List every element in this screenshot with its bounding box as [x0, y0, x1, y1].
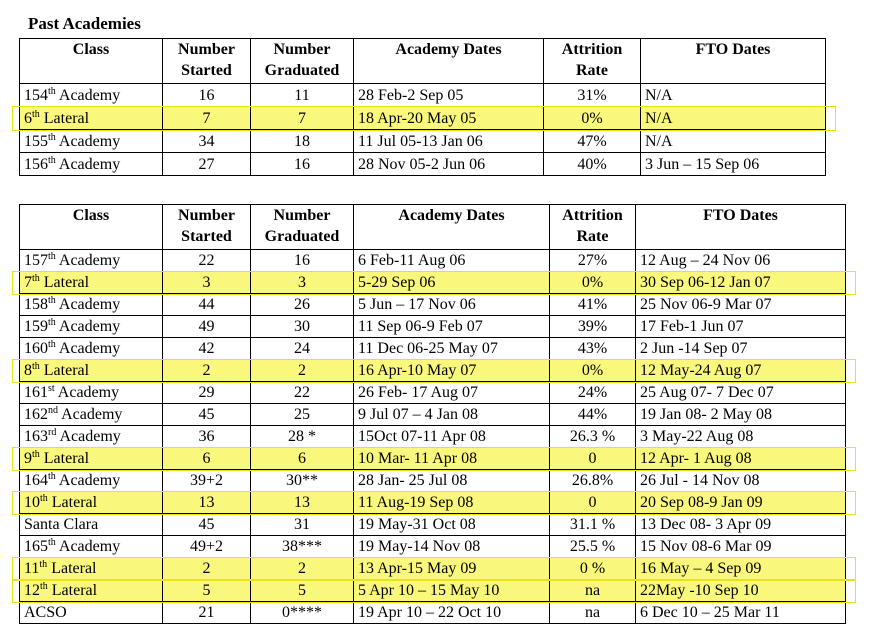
number-started-cell: 7 — [163, 107, 251, 130]
class-type: Academy — [58, 406, 123, 423]
ordinal-suffix: nd — [48, 405, 58, 416]
header-line-2: Graduated — [264, 228, 340, 245]
ordinal-suffix: th — [39, 559, 48, 570]
number-started-cell: 2 — [163, 360, 251, 382]
class-number: 157 — [24, 252, 48, 269]
number-graduated-cell: 25 — [251, 404, 354, 426]
class-number: 162 — [24, 406, 48, 423]
academy-dates-cell: 15Oct 07-11 Apr 08 — [354, 426, 550, 448]
number-started-cell: 44 — [163, 294, 251, 316]
ordinal-suffix: th — [40, 493, 48, 504]
class-type: Academy — [56, 428, 121, 445]
class-cell — [20, 84, 163, 107]
table-row — [20, 316, 846, 338]
attrition-rate-cell: 44% — [550, 404, 636, 426]
ordinal-suffix: th — [48, 154, 56, 166]
fto-dates-cell: 19 Jan 08- 2 May 08 — [636, 404, 846, 426]
number-graduated-cell: 28 * — [251, 426, 354, 448]
academy-dates-cell: 11 Aug-19 Sep 08 — [354, 492, 550, 514]
number-graduated-cell: 11 — [251, 84, 354, 107]
table-header-row — [20, 205, 846, 250]
academy-dates-cell: 9 Jul 07 – 4 Jan 08 — [354, 404, 550, 426]
class-cell — [20, 130, 163, 153]
number-started-cell: 34 — [163, 130, 251, 153]
class-type: Lateral — [39, 362, 90, 379]
table-row — [20, 514, 846, 536]
class-type: Lateral — [47, 560, 97, 577]
academy-dates-cell: 28 Feb-2 Sep 05 — [354, 84, 544, 107]
number-graduated-cell: 30** — [251, 470, 354, 492]
number-graduated-cell: 38*** — [251, 536, 354, 558]
academy-dates-cell: 5 Apr 10 – 15 May 10 — [354, 580, 550, 602]
class-cell — [20, 514, 163, 536]
class-type: Academy — [55, 296, 121, 313]
past-academies-table-2 — [19, 204, 846, 624]
academy-dates-cell: 10 Mar- 11 Apr 08 — [354, 448, 550, 470]
number-graduated-cell: 3 — [251, 272, 354, 294]
class-cell — [20, 250, 163, 272]
fto-dates-header — [641, 39, 826, 84]
number-started-cell: 2 — [163, 558, 251, 580]
header-line-2: Graduated — [264, 62, 340, 79]
class-number: 9 — [24, 450, 32, 467]
fto-dates-cell: 25 Nov 06-9 Mar 07 — [636, 294, 846, 316]
fto-dates-cell: 12 Apr- 1 Aug 08 — [636, 448, 846, 470]
header-line-2: Rate — [576, 228, 609, 245]
attrition-rate-cell: 0 — [550, 492, 636, 514]
fto-dates-cell: 6 Dec 10 – 25 Mar 11 — [636, 602, 846, 624]
ordinal-suffix: th — [32, 273, 40, 284]
class-cell — [20, 272, 163, 294]
attrition-rate-cell: 47% — [544, 130, 641, 153]
academy-dates-cell: 13 Apr-15 May 09 — [354, 558, 550, 580]
ordinal-suffix: th — [32, 449, 40, 460]
number-graduated-cell: 30 — [251, 316, 354, 338]
attrition-rate-cell: 40% — [544, 153, 641, 176]
fto-dates-cell: 2 Jun -14 Sep 07 — [636, 338, 846, 360]
class-cell — [20, 426, 163, 448]
fto-dates-cell: 16 May – 4 Sep 09 — [636, 558, 846, 580]
header-line-1: Number — [273, 41, 331, 58]
class-number: 159 — [24, 318, 48, 335]
attrition-rate-cell: 0 % — [550, 558, 636, 580]
number-graduated-cell: 7 — [251, 107, 354, 130]
class-cell — [20, 536, 163, 558]
fto-dates-cell: 22May -10 Sep 10 — [636, 580, 846, 602]
header-line-2: Started — [181, 228, 232, 245]
attrition-rate-cell: 43% — [550, 338, 636, 360]
attrition-rate-cell: 31.1 % — [550, 514, 636, 536]
fto-dates-cell: 30 Sep 06-12 Jan 07 — [636, 272, 846, 294]
table-row — [20, 536, 846, 558]
number-started-cell: 16 — [163, 84, 251, 107]
table-row — [20, 558, 846, 580]
attrition-rate-cell: 25.5 % — [550, 536, 636, 558]
ordinal-suffix: th — [48, 295, 56, 306]
fto-dates-cell: 15 Nov 08-6 Mar 09 — [636, 536, 846, 558]
number-started-cell: 49 — [163, 316, 251, 338]
ordinal-suffix: th — [32, 361, 40, 372]
number-started-header — [163, 205, 251, 250]
header-line-2: Rate — [576, 62, 608, 79]
attrition-rate-cell: 41% — [550, 294, 636, 316]
class-cell — [20, 107, 163, 130]
academy-dates-cell: 28 Nov 05-2 Jun 06 — [354, 153, 544, 176]
class-type: Academy — [55, 155, 121, 173]
number-started-cell: 36 — [163, 426, 251, 448]
academy-dates-cell: 19 May-14 Nov 08 — [354, 536, 550, 558]
number-graduated-cell: 26 — [251, 294, 354, 316]
number-graduated-cell: 31 — [251, 514, 354, 536]
table-row — [20, 272, 846, 294]
class-number: 156 — [24, 155, 48, 173]
class-type: Lateral — [39, 109, 90, 127]
number-graduated-cell: 16 — [251, 153, 354, 176]
table-row — [20, 580, 846, 602]
class-cell — [20, 602, 163, 624]
class-type: Academy — [55, 252, 121, 269]
table-row — [20, 382, 846, 404]
class-cell — [20, 470, 163, 492]
class-cell — [20, 492, 163, 514]
class-cell — [20, 404, 163, 426]
number-started-cell: 27 — [163, 153, 251, 176]
ordinal-suffix: th — [48, 131, 56, 143]
ordinal-suffix: rd — [48, 427, 57, 438]
attrition-rate-cell: 0% — [550, 272, 636, 294]
class-number: 155 — [24, 132, 48, 150]
attrition-rate-cell: na — [550, 602, 636, 624]
class-cell — [20, 153, 163, 176]
attrition-rate-cell: 26.3 % — [550, 426, 636, 448]
number-started-cell: 6 — [163, 448, 251, 470]
ordinal-suffix: th — [48, 537, 56, 548]
table-row — [20, 426, 846, 448]
number-graduated-cell: 18 — [251, 130, 354, 153]
ordinal-suffix: th — [40, 581, 48, 592]
fto-dates-cell: 17 Feb-1 Jun 07 — [636, 316, 846, 338]
class-type: Academy — [54, 384, 120, 401]
section-heading: Past Academies — [28, 14, 141, 33]
attrition-rate-cell: 39% — [550, 316, 636, 338]
class-number: 11 — [24, 560, 40, 577]
table-row — [20, 338, 846, 360]
class-type: Lateral — [39, 274, 90, 291]
academy-dates-cell: 19 May-31 Oct 08 — [354, 514, 550, 536]
header-line-1: Academy Dates — [398, 207, 505, 224]
ordinal-suffix: th — [48, 317, 56, 328]
class-number: 7 — [24, 274, 32, 291]
class-number: 164 — [24, 472, 48, 489]
attrition-rate-cell: 31% — [544, 84, 641, 107]
attrition-rate-cell: 0 — [550, 448, 636, 470]
header-line-1: Attrition — [562, 207, 623, 224]
table-row — [20, 602, 846, 624]
attrition-rate-cell: na — [550, 580, 636, 602]
table-row — [20, 470, 846, 492]
table-row — [20, 404, 846, 426]
table-row — [20, 448, 846, 470]
class-number: ACSO — [24, 604, 67, 621]
academy-dates-cell: 19 Apr 10 – 22 Oct 10 — [354, 602, 550, 624]
number-started-cell: 22 — [163, 250, 251, 272]
number-graduated-cell: 16 — [251, 250, 354, 272]
class-type: Academy — [55, 472, 121, 489]
table-row — [20, 492, 846, 514]
number-graduated-cell: 5 — [251, 580, 354, 602]
number-graduated-header — [251, 205, 354, 250]
header-line-1: Number — [178, 207, 235, 224]
attrition-rate-cell: 0% — [550, 360, 636, 382]
number-graduated-cell: 0**** — [251, 602, 354, 624]
header-line-1: Attrition — [561, 41, 623, 58]
number-started-header — [163, 39, 251, 84]
academy-dates-cell: 11 Jul 05-13 Jan 06 — [354, 130, 544, 153]
header-line-1: Academy Dates — [395, 41, 502, 58]
academy-dates-cell: 26 Feb- 17 Aug 07 — [354, 382, 550, 404]
header-line-1: Class — [72, 207, 110, 224]
class-number: 163 — [24, 428, 48, 445]
table-row — [20, 107, 826, 130]
class-cell — [20, 558, 163, 580]
fto-dates-cell: 25 Aug 07- 7 Dec 07 — [636, 382, 846, 404]
number-started-cell: 3 — [163, 272, 251, 294]
class-number: 10 — [24, 494, 40, 511]
academy-dates-cell: 28 Jan- 25 Jul 08 — [354, 470, 550, 492]
academy-dates-header — [354, 39, 544, 84]
number-started-cell: 45 — [163, 404, 251, 426]
fto-dates-header — [636, 205, 846, 250]
number-started-cell: 21 — [163, 602, 251, 624]
class-type: Academy — [55, 86, 121, 104]
number-graduated-cell: 13 — [251, 492, 354, 514]
attrition-rate-header — [550, 205, 636, 250]
fto-dates-cell: N/A — [641, 84, 826, 107]
fto-dates-cell: 12 Aug – 24 Nov 06 — [636, 250, 846, 272]
class-cell — [20, 382, 163, 404]
fto-dates-cell: 13 Dec 08- 3 Apr 09 — [636, 514, 846, 536]
class-cell — [20, 294, 163, 316]
class-type: Academy — [55, 340, 121, 357]
ordinal-suffix: th — [48, 339, 56, 350]
number-started-cell: 45 — [163, 514, 251, 536]
ordinal-suffix: th — [48, 85, 56, 97]
number-graduated-cell: 6 — [251, 448, 354, 470]
academy-dates-cell: 16 Apr-10 May 07 — [354, 360, 550, 382]
class-type: Academy — [55, 318, 121, 335]
number-started-cell: 42 — [163, 338, 251, 360]
attrition-rate-cell: 0% — [544, 107, 641, 130]
class-cell — [20, 580, 163, 602]
academy-dates-cell: 6 Feb-11 Aug 06 — [354, 250, 550, 272]
class-cell — [20, 360, 163, 382]
class-header — [20, 39, 163, 84]
class-type: Academy — [55, 132, 121, 150]
academy-dates-cell: 18 Apr-20 May 05 — [354, 107, 544, 130]
number-graduated-cell: 2 — [251, 558, 354, 580]
class-cell — [20, 448, 163, 470]
class-number: Santa Clara — [24, 516, 99, 533]
fto-dates-cell: N/A — [641, 130, 826, 153]
class-number: 12 — [24, 582, 40, 599]
table-row — [20, 153, 826, 176]
fto-dates-cell: N/A — [641, 107, 826, 130]
academy-dates-cell: 11 Dec 06-25 May 07 — [354, 338, 550, 360]
class-number: 160 — [24, 340, 48, 357]
number-started-cell: 49+2 — [163, 536, 251, 558]
number-graduated-cell: 2 — [251, 360, 354, 382]
fto-dates-cell: 12 May-24 Aug 07 — [636, 360, 846, 382]
fto-dates-cell: 26 Jul - 14 Nov 08 — [636, 470, 846, 492]
attrition-rate-cell: 27% — [550, 250, 636, 272]
class-type: Lateral — [39, 450, 90, 467]
table-row — [20, 294, 846, 316]
table-row — [20, 360, 846, 382]
class-type: Academy — [55, 538, 121, 555]
class-number: 6 — [24, 109, 32, 127]
class-type: Lateral — [47, 582, 98, 599]
academy-dates-header — [354, 205, 550, 250]
header-line-1: Class — [72, 41, 110, 58]
class-number: 158 — [24, 296, 48, 313]
academy-dates-cell: 11 Sep 06-9 Feb 07 — [354, 316, 550, 338]
header-line-1: Number — [273, 207, 331, 224]
fto-dates-cell: 3 May-22 Aug 08 — [636, 426, 846, 448]
header-line-1: FTO Dates — [703, 207, 778, 224]
header-line-2: Started — [181, 62, 232, 79]
number-started-cell: 5 — [163, 580, 251, 602]
class-number: 154 — [24, 86, 48, 104]
number-started-cell: 39+2 — [163, 470, 251, 492]
fto-dates-cell: 20 Sep 08-9 Jan 09 — [636, 492, 846, 514]
past-academies-table-1 — [19, 38, 826, 176]
class-number: 161 — [24, 384, 48, 401]
number-started-cell: 29 — [163, 382, 251, 404]
table-row — [20, 84, 826, 107]
ordinal-suffix: st — [48, 383, 55, 394]
number-graduated-header — [251, 39, 354, 84]
attrition-rate-cell: 26.8% — [550, 470, 636, 492]
class-number: 165 — [24, 538, 48, 555]
ordinal-suffix: th — [48, 251, 56, 262]
number-graduated-cell: 24 — [251, 338, 354, 360]
attrition-rate-cell: 24% — [550, 382, 636, 404]
number-started-cell: 13 — [163, 492, 251, 514]
header-line-1: FTO Dates — [695, 41, 771, 58]
class-header — [20, 205, 163, 250]
academy-dates-cell: 5-29 Sep 06 — [354, 272, 550, 294]
class-number: 8 — [24, 362, 32, 379]
class-type: Lateral — [47, 494, 98, 511]
class-cell — [20, 338, 163, 360]
table-row — [20, 250, 846, 272]
class-cell — [20, 316, 163, 338]
ordinal-suffix: th — [48, 471, 56, 482]
attrition-rate-header — [544, 39, 641, 84]
number-graduated-cell: 22 — [251, 382, 354, 404]
table-header-row — [20, 39, 826, 84]
header-line-1: Number — [178, 41, 235, 58]
table-row — [20, 130, 826, 153]
academy-dates-cell: 5 Jun – 17 Nov 06 — [354, 294, 550, 316]
ordinal-suffix: th — [32, 108, 40, 120]
fto-dates-cell: 3 Jun – 15 Sep 06 — [641, 153, 826, 176]
